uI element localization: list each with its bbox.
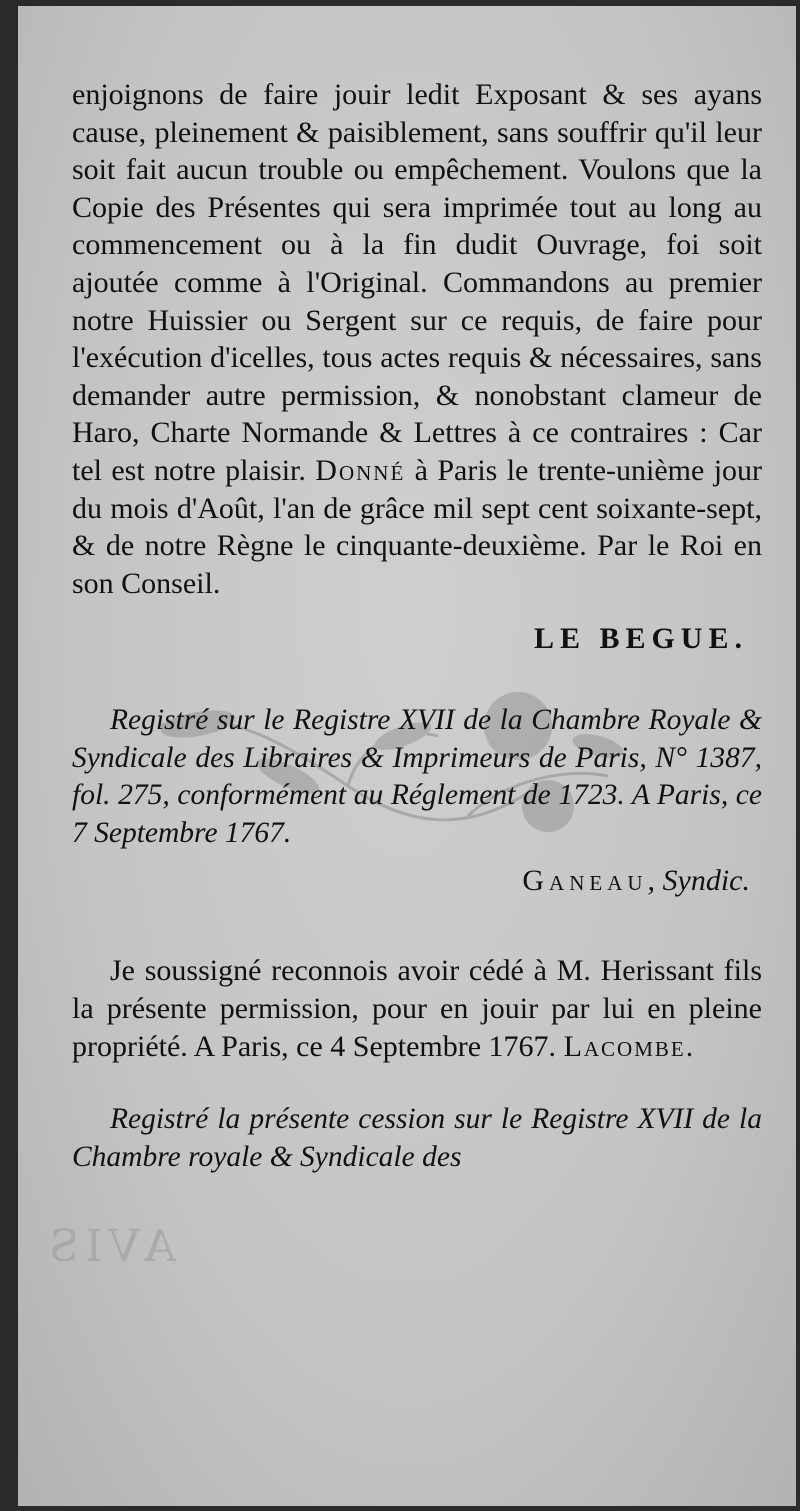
cession-registration-paragraph: Registré la présente cession sur le Registre XVII de la Chambre royale & Syndicale des <box>72 1103 762 1173</box>
registration-paragraph: Registré sur le Registre XVII de la Chambre Royale & Syndicale des Libraires & Imprimeurs de Paris, N° 1387, fol. 275, conformément au Réglement de 1723. A Paris, ce 7 Septembre 1767. <box>72 704 762 849</box>
syndic-signature <box>72 864 750 898</box>
donne-word: Donné <box>315 453 406 487</box>
signature-le-begue: LE BEGUE. <box>533 622 748 656</box>
document-text <box>72 76 762 1176</box>
syndic-title: , Syndic. <box>647 864 750 898</box>
date-text: à Paris le trente-unième jour du mois d'Août, l'an de grâce mil sept cent soixante-sept, & de notre Règne le cinquante-deuxième. Par le Roi en son Conseil. <box>72 453 763 600</box>
bleed-through-text: AVIS <box>43 1221 176 1272</box>
royal-privilege-paragraph <box>72 76 762 602</box>
body-text: enjoignons de faire jouir ledit Exposant & ses ayans cause, pleinement & paisiblement, sans souffrir qu'il leur soit fait aucun trouble ou empêchement. Voulons que la Copie des Présentes qui sera imprimée tout au long au commencement ou à la fin dudit Ouvrage, foi soit ajoutée comme à l'Original. Commandons au premier notre Huissier ou Sergent sur ce requis, de faire pour l'exécution d'icelles, tous actes requis & nécessaires, sans demander autre permission, & nonobstant clameur de Haro, Charte Normande & Lettres à ce contraires : Car tel est notre plaisir. <box>72 78 762 487</box>
cession-paragraph <box>72 952 762 1065</box>
book-page <box>18 6 796 1506</box>
cession-text: Je soussigné reconnois avoir cédé à M. Herissant fils la présente permission, pour en jouir par lui en pleine propriété. A Paris, ce 4 Septembre 1767. <box>72 954 762 1063</box>
cession-signer: Lacombe. <box>563 1029 696 1063</box>
syndic-name: Ganeau <box>522 864 648 898</box>
